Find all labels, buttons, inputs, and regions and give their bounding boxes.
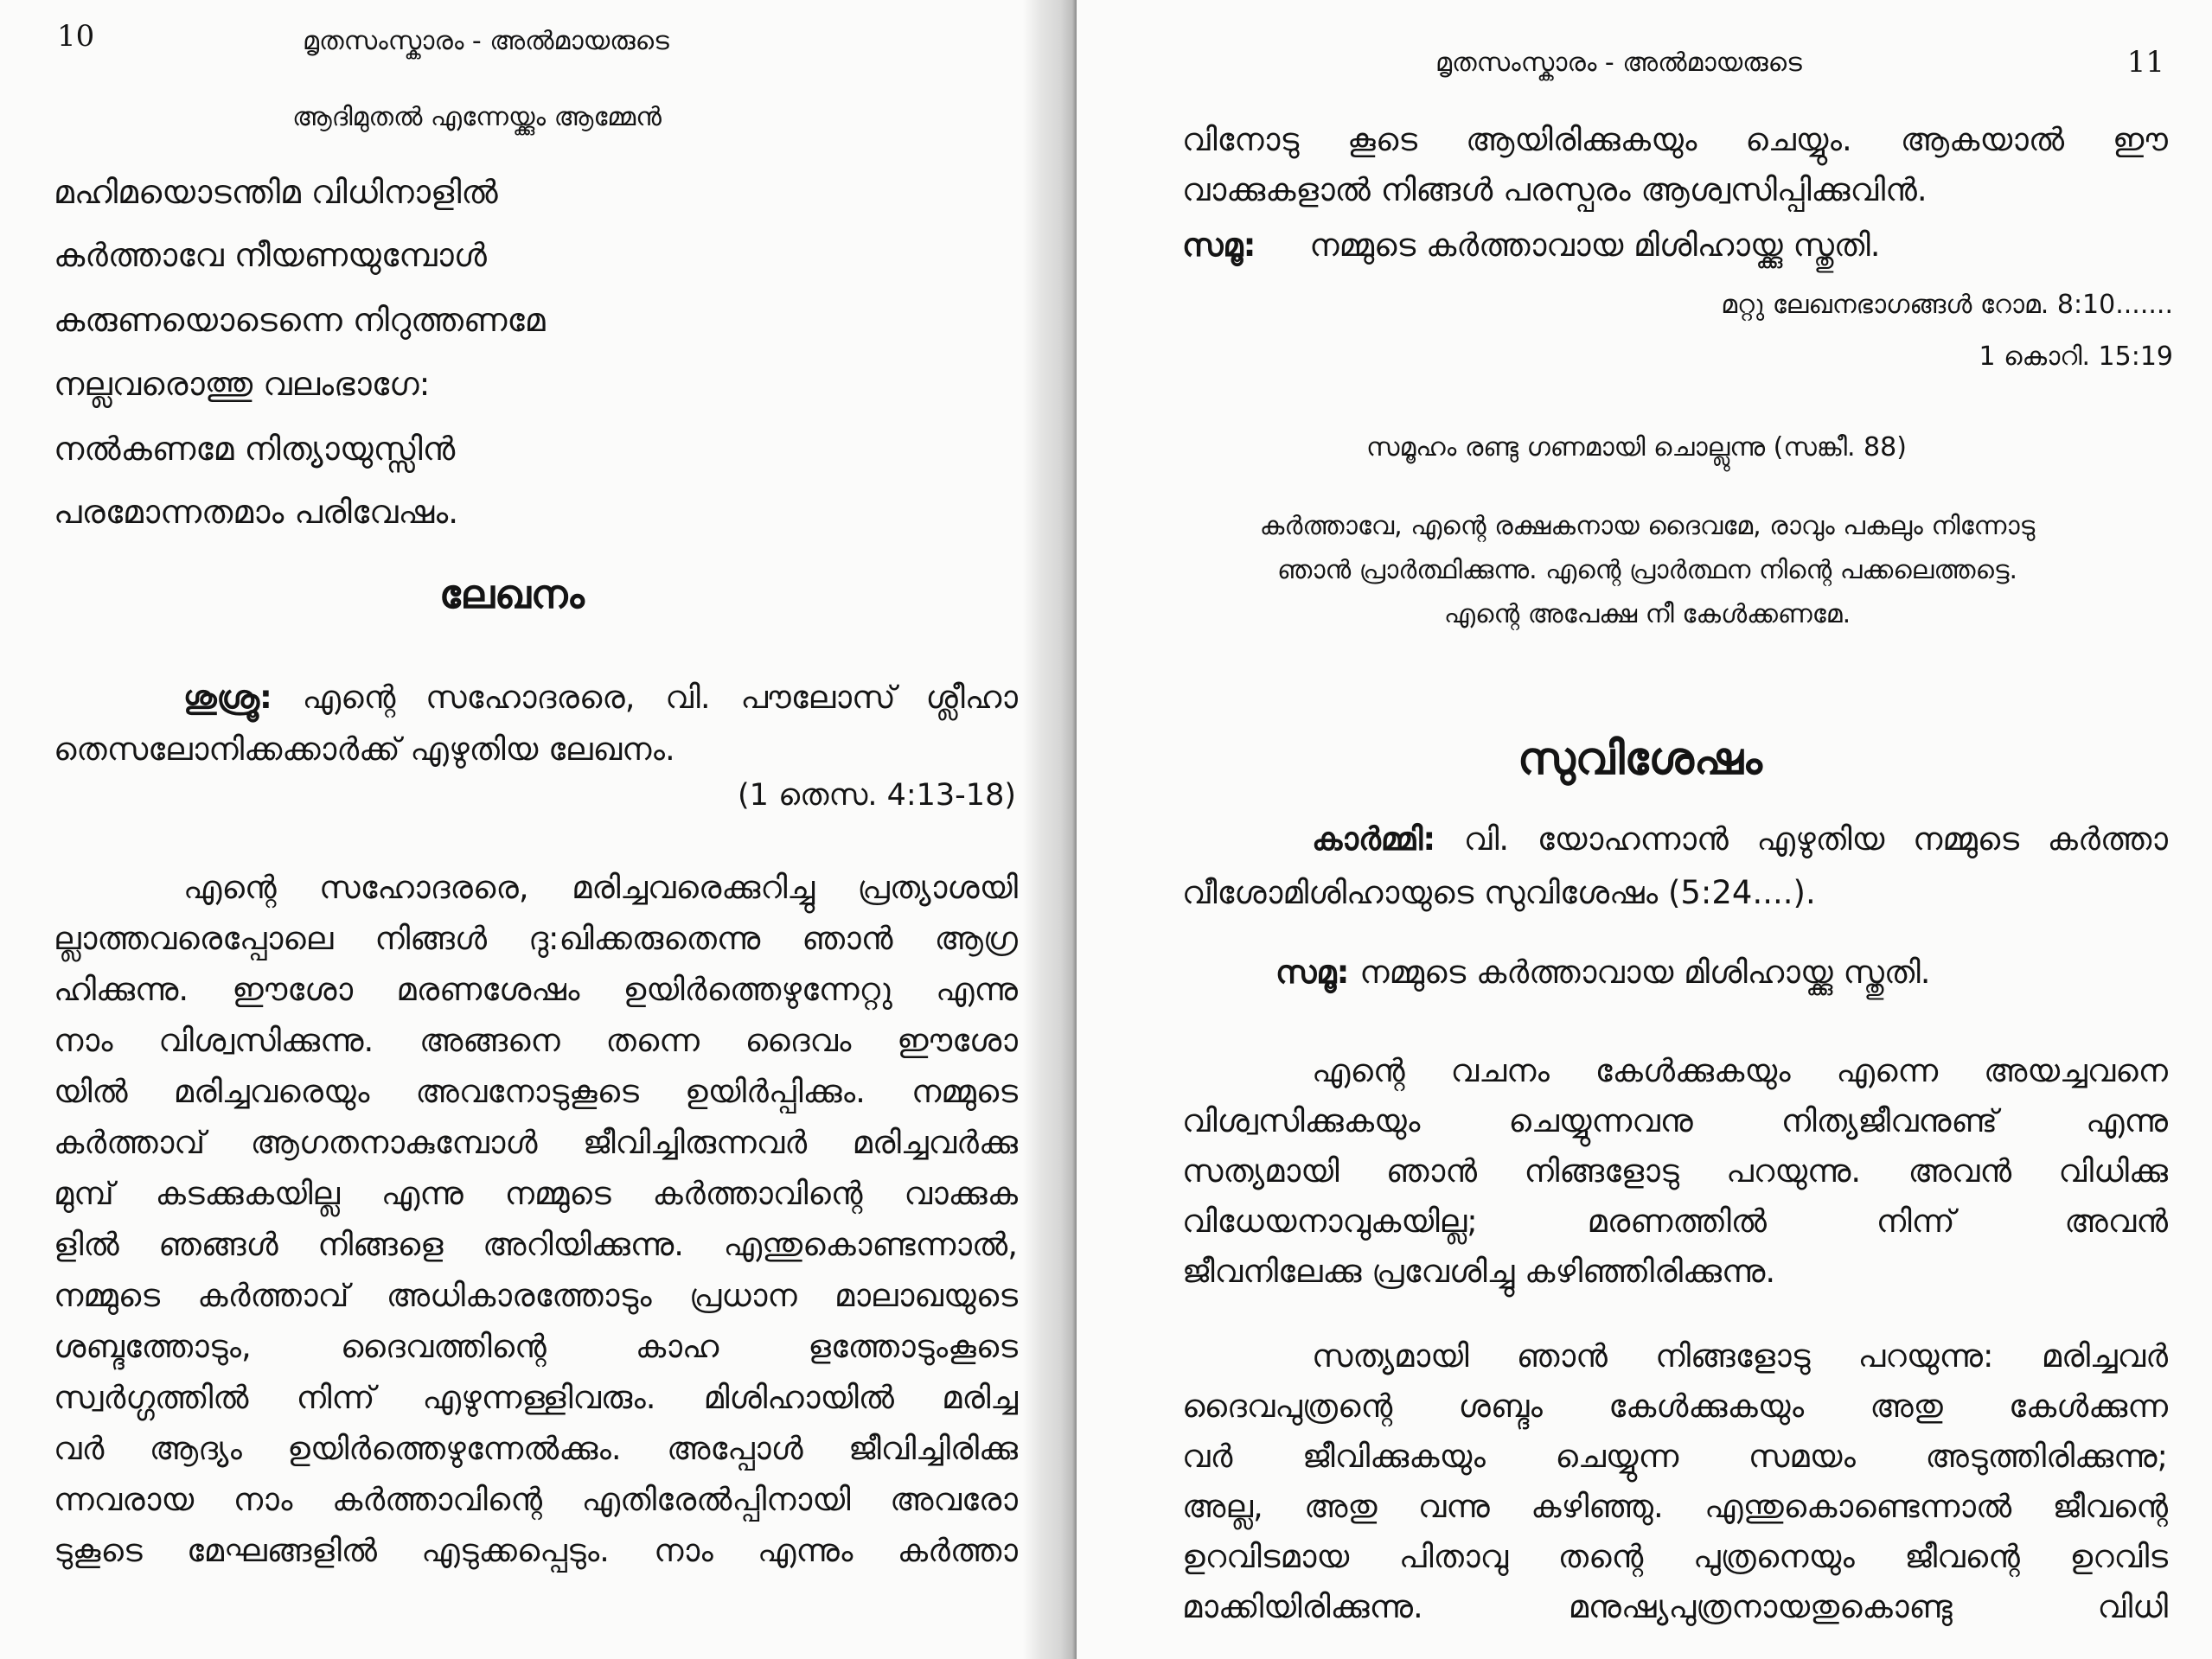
gospel-line: മാക്കിയിരിക്കുന്നു. മനുഷ്യപുത്രനായതുകൊണ്ടു വിധി: [1182, 1588, 2168, 1625]
gospel-paragraph-1: [1182, 1046, 2168, 1297]
reading-line: ളിൽ ഞങ്ങൾ നിങ്ങളെ അറിയിക്കുന്നു. എന്തുകൊണ്ടന്നാൽ,: [54, 1226, 1018, 1263]
hymn-line: മഹിമയൊടന്തിമ വിധിനാളിൽ: [54, 173, 498, 211]
psalm-line: എന്റെ അപേക്ഷ നീ കേൾക്കണമേ.: [1443, 599, 1851, 629]
reading-line: ല്ലാത്തവരെപ്പോലെ നിങ്ങൾ ദു:ഖിക്കരുതെന്നു ഞാൻ ആഗ്ര: [54, 920, 1018, 957]
gospel-paragraph-2: [1182, 1331, 2168, 1632]
response-text: നമ്മുടെ കർത്താവായ മിശിഹായ്ക്കു സ്തുതി.: [1309, 227, 1881, 264]
reading-line: എന്റെ സഹോദരരെ, മരിച്ചവരെക്കുറിച്ചു പ്രത്യാശയി: [183, 869, 1018, 906]
other-readings-ref: 1 കൊറി. 15:19: [1979, 341, 2173, 372]
right-page: [1077, 0, 2212, 1659]
speaker-label: സമൂ:: [1182, 227, 1256, 264]
left-page: [0, 0, 1077, 1659]
intro-text: എന്റെ സഹോദരരെ, വി. പൗലോസ് ശ്ലീഹാ: [302, 679, 1018, 716]
gospel-line: സത്യമായി ഞാൻ നിങ്ങളോടു പറയുന്നു: മരിച്ചവർ: [1312, 1337, 2168, 1375]
gospel-line: സത്യമായി ഞാൻ നിങ്ങളോടു പറയുന്നു. അവൻ വിധിക്കു: [1182, 1152, 2168, 1190]
speaker-label: സമൂ:: [1275, 954, 1350, 991]
epistle-continuation: [1182, 115, 2168, 215]
epistle-reading: [54, 862, 1018, 1576]
reading-line: കർത്താവ് ആഗതനാകുമ്പോൾ ജീവിച്ചിരുന്നവർ മരിച്ചവർക്കു: [54, 1124, 1018, 1161]
doxology-line: ആദിമുതൽ എന്നേയ്ക്കും ആമ്മേൻ: [292, 102, 662, 132]
intro-text: തെസലോനിക്കക്കാർക്ക് എഴുതിയ ലേഖനം.: [54, 731, 675, 768]
other-readings: മറ്റു ലേഖനഭാഗങ്ങൾ റോമ. 8:10.......: [1721, 290, 2173, 320]
response-line: [1182, 227, 1881, 265]
reading-line: ന്നവരായ നാം കർത്താവിന്റെ എതിരേൽപ്പിനായി അവരോ: [54, 1481, 1018, 1518]
page-gutter-shadow: [1023, 0, 1077, 1659]
psalm-verse: [1128, 504, 2166, 636]
epistle-intro: [54, 672, 1018, 775]
page-number: 10: [57, 19, 95, 54]
reading-line: ഹിക്കുന്നു. ഈശോ മരണശേഷം ഉയിർത്തെഴുന്നേറ്റു എന്നു: [54, 971, 1018, 1008]
hymn-line: കർത്താവേ നീയണയുമ്പോൾ: [54, 236, 487, 274]
hymn-line: നല്ലവരൊത്തു വലംഭാഗേ:: [54, 365, 431, 403]
hymn-line: കരുണയൊടെന്നെ നിറുത്തണമേ: [54, 301, 546, 339]
speaker-label: ശുശ്രൂ:: [183, 679, 272, 716]
running-head: മൃതസംസ്കാരം - അൽമായരുടെ: [1435, 48, 1802, 78]
hymn-line: പരമോന്നതമാം പരിവേഷം.: [54, 493, 459, 531]
section-heading-gospel: സുവിശേഷം: [1518, 733, 1762, 785]
response-line: [1275, 954, 1931, 992]
running-head: മൃതസംസ്കാരം - അൽമായരുടെ: [303, 26, 669, 56]
reading-line: സ്വർഗ്ഗത്തിൽ നിന്ന് എഴുന്നള്ളിവരും. മിശിഹായിൽ മരിച്ച: [54, 1379, 1018, 1416]
reading-line: നാം വിശ്വസിക്കുന്നു. അങ്ങനെ തന്നെ ദൈവം ഈശോ: [54, 1022, 1018, 1059]
reading-line: വർ ആദ്യം ഉയിർത്തെഴുന്നേൽക്കും. അപ്പോൾ ജീവിച്ചിരിക്കു: [54, 1430, 1018, 1467]
psalm-line: ഞാൻ പ്രാർത്ഥിക്കുന്നു. എന്റെ പ്രാർത്ഥന നിന്റെ പക്കലെത്തട്ടെ.: [1276, 555, 2018, 585]
gospel-line: വിശ്വസിക്കുകയും ചെയ്യുന്നവനു നിത്യജീവനുണ്ട് എന്നു: [1182, 1102, 2168, 1139]
reading-line: വാക്കുകളാൽ നിങ്ങൾ പരസ്പരം ആശ്വസിപ്പിക്കുവിൻ.: [1182, 171, 1928, 208]
intro-text: വി. യോഹന്നാൻ എഴുതിയ നമ്മുടെ കർത്താ: [1463, 820, 2168, 858]
page-number: 11: [2126, 45, 2164, 80]
psalm-instruction: സമൂഹം രണ്ടു ഗണമായി ചൊല്ലുന്നു (സങ്കീ. 88): [1366, 432, 1907, 463]
reading-line: വിനോടു കൂടെ ആയിരിക്കുകയും ചെയ്യും. ആകയാൽ ഈ: [1182, 121, 2168, 158]
gospel-line: അല്ല, അതു വന്നു കഴിഞ്ഞു. എന്തുകൊണ്ടെന്നാൽ ജീവന്റെ: [1182, 1488, 2168, 1525]
hymn-line: നൽകണമേ നിത്യായുസ്സിൻ: [54, 430, 456, 468]
scripture-reference: (1 തെസ. 4:13-18): [738, 778, 1016, 813]
section-heading-epistle: ലേഖനം: [439, 571, 585, 617]
gospel-line: വിധേയനാവുകയില്ല; മരണത്തിൽ നിന്ന് അവൻ: [1182, 1203, 2168, 1240]
reading-line: ടുകൂടെ മേഘങ്ങളിൽ എടുക്കപ്പെടും. നാം എന്നും കർത്താ: [54, 1532, 1018, 1569]
speaker-label: കാർമ്മി:: [1312, 820, 1436, 858]
intro-text: വീശോമിശിഹായുടെ സുവിശേഷം (5:24....).: [1182, 874, 1816, 911]
gospel-line: ഉറവിടമായ പിതാവു തന്റെ പുത്രനെയും ജീവന്റെ ഉറവിട: [1182, 1538, 2168, 1575]
reading-line: യിൽ മരിച്ചവരെയും അവനോടുകൂടെ ഉയിർപ്പിക്കും. നമ്മുടെ: [54, 1073, 1018, 1110]
gospel-line: വർ ജീവിക്കുകയും ചെയ്യുന്ന സമയം അടുത്തിരിക്കുന്നു;: [1182, 1438, 2168, 1475]
gospel-line: ദൈവപുത്രന്റെ ശബ്ദം കേൾക്കുകയും അതു കേൾക്കുന്ന: [1182, 1388, 2168, 1425]
reading-line: നമ്മുടെ കർത്താവ് അധികാരത്തോടും പ്രധാന മാലാഖയുടെ: [54, 1277, 1018, 1314]
gospel-line: ജീവനിലേക്കു പ്രവേശിച്ചു കഴിഞ്ഞിരിക്കുന്നു.: [1182, 1253, 1776, 1290]
reading-line: ശബ്ദത്തോടും, ദൈവത്തിന്റെ കാഹ ളത്തോടുംകൂടെ: [54, 1328, 1018, 1365]
psalm-line: കർത്താവേ, എന്റെ രക്ഷകനായ ദൈവമേ, രാവും പകലും നിന്നോടു: [1259, 511, 2036, 541]
gospel-intro: [1182, 813, 2168, 920]
reading-line: മുമ്പ് കടക്കുകയില്ല എന്നു നമ്മുടെ കർത്താവിന്റെ വാക്കുക: [54, 1175, 1018, 1212]
gospel-line: എന്റെ വചനം കേൾക്കുകയും എന്നെ അയച്ചവനെ: [1312, 1052, 2168, 1089]
response-text: നമ്മുടെ കർത്താവായ മിശിഹായ്ക്കു സ്തുതി.: [1359, 954, 1931, 991]
